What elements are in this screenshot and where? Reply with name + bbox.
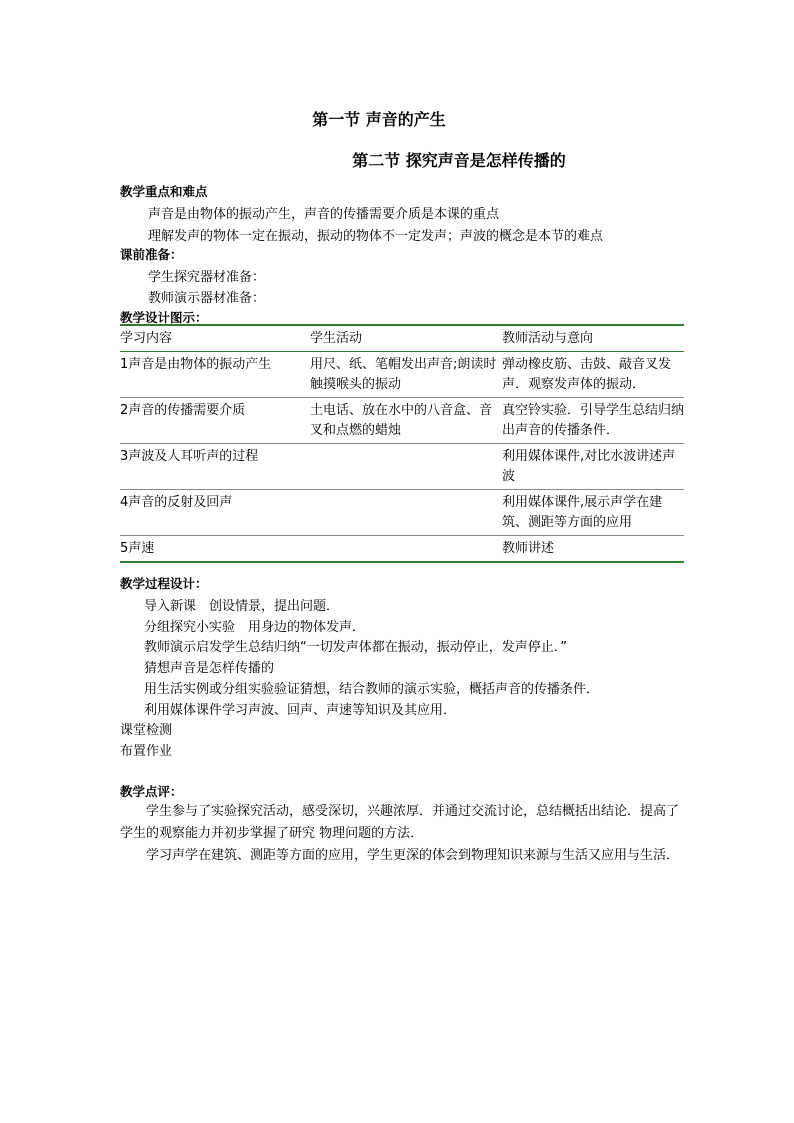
- cell-content: 3声波及人耳听声的过程: [120, 444, 310, 490]
- column-header: 教师活动与意向: [502, 325, 684, 352]
- table-row: [120, 398, 684, 444]
- cell-content: 2声音的传播需要介质: [120, 398, 310, 444]
- process-tail-line: 布置作业: [120, 744, 173, 759]
- prep-line: 学生探究器材准备：: [148, 270, 266, 285]
- process-line: 猜想声音是怎样传播的: [144, 661, 275, 676]
- cell-teacher: 利用媒体课件,对比水波讲述声波: [502, 444, 684, 490]
- cell-content: 4声音的反射及回声: [120, 490, 310, 536]
- design-table: [120, 324, 684, 563]
- cell-student: [310, 490, 502, 536]
- prep-line: 教师演示器材准备：: [148, 291, 266, 306]
- cell-content: 1声音是由物体的振动产生: [120, 352, 310, 398]
- cell-student: 用尺、纸、笔帽发出声音;朗读时触摸喉头的振动: [310, 352, 502, 398]
- column-header: 学生活动: [310, 325, 502, 352]
- column-header: 学习内容: [120, 325, 310, 352]
- process-line: 导入新课 创设情景，提出问题．: [144, 599, 340, 614]
- cell-student: 土电话、放在水中的八音盒、音叉和点燃的蜡烛: [310, 398, 502, 444]
- cell-teacher: 真空铃实验．引导学生总结归纳出声音的传播条件．: [502, 398, 684, 444]
- review-paragraph: 学习声学在建筑、测距等方面的应用，学生更深的体会到物理知识来源与生活又应用与生活．: [146, 848, 680, 863]
- table-header-row: [120, 325, 684, 352]
- process-line: 教师演示启发学生总结归纳“一切发声体都在振动，振动停止，发声停止．”: [144, 640, 567, 655]
- key-point-line: 理解发声的物体一定在振动，振动的物体不一定发声；声波的概念是本节的难点: [148, 229, 604, 244]
- table-row: [120, 490, 684, 536]
- table-row: [120, 444, 684, 490]
- cell-teacher: 利用媒体课件,展示声学在建筑、测距等方面的应用: [502, 490, 684, 536]
- review-heading: 教学点评：: [120, 784, 183, 799]
- cell-teacher: 弹动橡皮筋、击鼓、敲音叉发声．观察发声体的振动．: [502, 352, 684, 398]
- process-line: 用生活实例或分组实验验证猜想，结合教师的演示实验，概括声音的传播条件．: [144, 682, 600, 697]
- design-heading: 教学设计图示：: [120, 310, 208, 325]
- table-row: [120, 352, 684, 398]
- cell-student: [310, 536, 502, 563]
- review-paragraph: 学生参与了实验探究活动，感受深切，兴趣浓厚．并通过交流讨论，总结概括出结论．提高了学生的观察能力并初步掌握了研究 物理问题的方法．: [120, 804, 680, 841]
- process-tail-line: 课堂检测: [120, 723, 173, 738]
- prep-heading: 课前准备：: [120, 247, 183, 262]
- key-point-line: 声音是由物体的振动产生，声音的传播需要介质是本课的重点: [148, 207, 500, 222]
- process-line: 利用媒体课件学习声波、回声、声速等知识及其应用．: [144, 703, 457, 718]
- process-line: 分组探究小实验 用身边的物体发声．: [144, 620, 366, 635]
- process-heading: 教学过程设计：: [120, 576, 208, 591]
- cell-content: 5声速: [120, 536, 310, 563]
- section-title-1: 第一节 声音的产生: [312, 110, 446, 129]
- key-points-heading: 教学重点和难点: [120, 184, 208, 199]
- cell-student: [310, 444, 502, 490]
- section-title-2: 第二节 探究声音是怎样传播的: [352, 151, 566, 170]
- table-row: [120, 536, 684, 563]
- cell-teacher: 教师讲述: [502, 536, 684, 563]
